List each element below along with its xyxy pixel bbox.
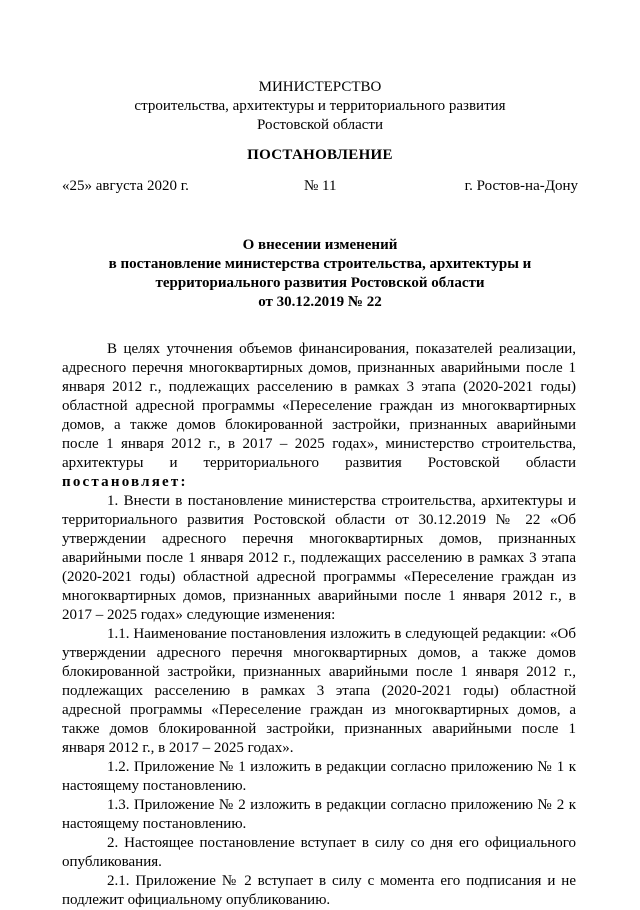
ministry-name: МИНИСТЕРСТВО bbox=[258, 79, 382, 95]
title-line: территориального развития Ростовской области bbox=[155, 275, 485, 291]
ministry-region: Ростовской области bbox=[257, 117, 383, 133]
title-line: О внесении изменений bbox=[242, 237, 398, 253]
paragraph-1-1: 1.1. Наименование постановления изложить в следующей редакции: «Об утверждении адресного перечня многоквартирных домов, а также домов блокированной застройки, признанных аварийными после 1 января 2012 г., подлежащих расселению в рамках 3 этапа (2020-2021 годы) областной адресной программы «Переселение граждан из многоквартирных домов, а также домов блокированной застройки, признанных аварийными после 1 января 2012 г., в 2017 – 2025 годах». bbox=[62, 626, 576, 756]
paragraph-2-1: 2.1. Приложение № 2 вступает в силу с момента его подписания и не подлежит официальному опубликованию. bbox=[62, 873, 576, 908]
ministry-full-name: строительства, архитектуры и территориального развития bbox=[134, 98, 506, 114]
document-type: ПОСТАНОВЛЕНИЕ bbox=[247, 147, 393, 163]
document-title bbox=[0, 236, 640, 312]
title-line: в постановление министерства строительства, архитектуры и bbox=[108, 256, 532, 272]
paragraph-1: 1. Внести в постановление министерства строительства, архитектуры и территориального развития Ростовской области от 30.12.2019 № 22 «Об утверждении адресного перечня многоквартирных домов, признанных аварийными после 1 января 2012 г., подлежащих расселению в рамках 3 этапа (2020-2021 годы) областной адресной программы «Переселение граждан из многоквартирных домов, признанных аварийными после 1 января 2012 г., в 2017 – 2025 годах» следующие изменения: bbox=[62, 493, 576, 623]
document-body bbox=[62, 340, 576, 910]
document-place: г. Ростов-на-Дону bbox=[464, 178, 578, 194]
document-meta bbox=[62, 178, 578, 198]
title-line: от 30.12.2019 № 22 bbox=[258, 294, 382, 310]
paragraph-1-2: 1.2. Приложение № 1 изложить в редакции согласно приложению № 1 к настоящему постановлению. bbox=[62, 759, 576, 794]
ministry-header bbox=[0, 78, 640, 135]
paragraph-1-3: 1.3. Приложение № 2 изложить в редакции согласно приложению № 2 к настоящему постановлению. bbox=[62, 797, 576, 832]
paragraph-2: 2. Настоящее постановление вступает в силу со дня его официального опубликования. bbox=[62, 835, 576, 870]
preamble-paragraph bbox=[62, 340, 576, 492]
document-number: № 11 bbox=[304, 178, 337, 194]
preamble-text: В целях уточнения объемов финансирования, показателей реализации, адресного перечня многоквартирных домов, признанных аварийными после 1 января 2012 г., подлежащих расселению в рамках 3 этапа (2020-2021 годы) областной адресной программы «Переселение граждан из многоквартирных домов, а также домов блокированной застройки, признанных аварийными после 1 января 2012 г., в 2017 – 2025 годах», министерство строительства, архитектуры и территориального развития Ростовской области bbox=[62, 341, 576, 471]
decrees-word: постановляет: bbox=[62, 474, 188, 490]
document-date: «25» августа 2020 г. bbox=[62, 178, 189, 194]
